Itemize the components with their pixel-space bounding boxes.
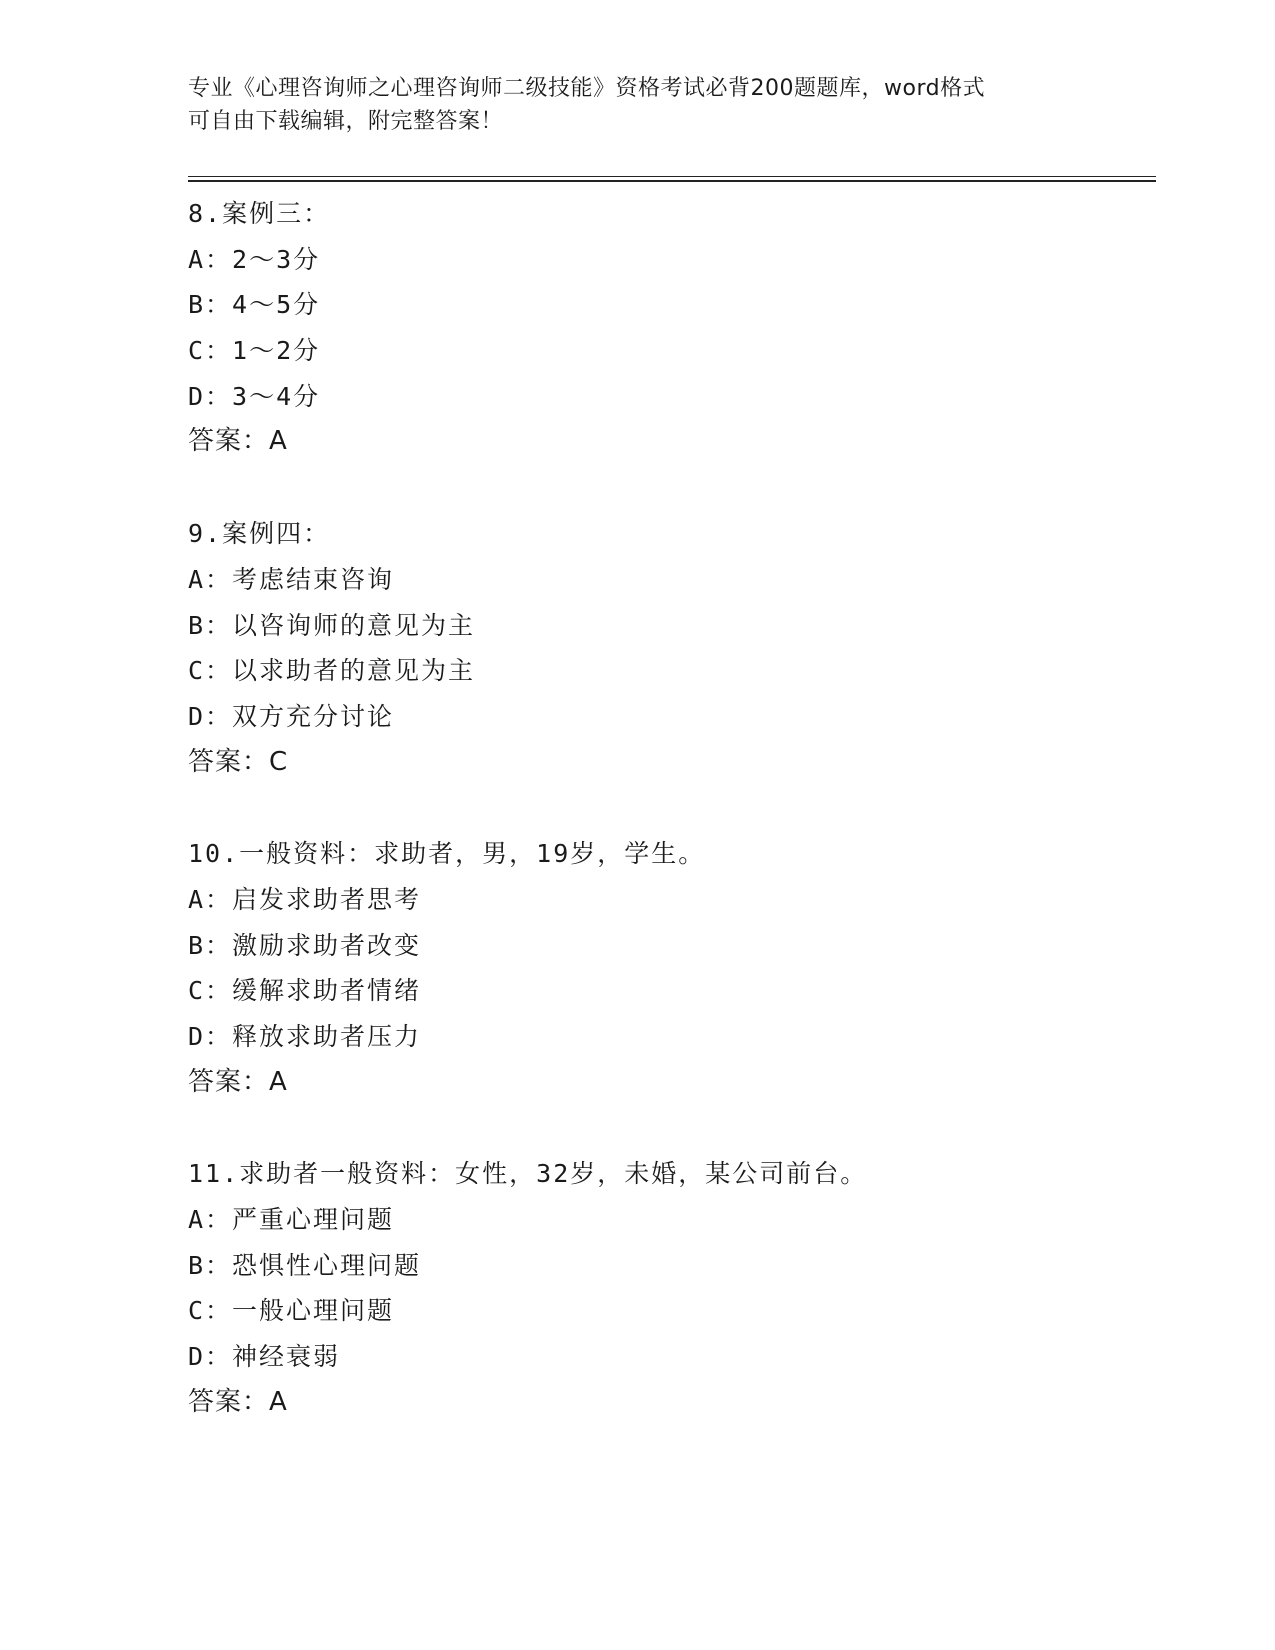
option-a: A：考虑结束咨询 — [188, 564, 395, 594]
option-d: D：释放求助者压力 — [188, 1022, 422, 1051]
question-item — [188, 511, 1156, 785]
question-stem: 11.求助者一般资料：女性，32岁，未婚，某公司前台。 — [188, 1159, 868, 1189]
option-c: C：1～2分 — [188, 336, 321, 366]
header-divider-thick — [188, 180, 1156, 182]
header-divider-thin — [188, 176, 1156, 177]
header-line-1: 专业《心理咨询师之心理咨询师二级技能》资格考试必背200题题库，word格式 — [188, 76, 986, 101]
option-b: B：以咨询师的意见为主 — [188, 610, 476, 640]
question-item — [188, 191, 1156, 465]
answer-label: 答案：A — [188, 1066, 288, 1097]
question-item — [188, 831, 1156, 1105]
option-a: A：启发求助者思考 — [188, 884, 422, 914]
option-a: A：严重心理问题 — [188, 1205, 395, 1235]
option-a: A：2～3分 — [188, 244, 321, 274]
question-stem: 8.案例三： — [188, 199, 331, 228]
question-list — [188, 191, 1156, 1472]
option-d: D：3～4分 — [188, 381, 321, 411]
question-stem: 10.一般资料：求助者，男，19岁，学生。 — [188, 839, 706, 869]
answer-label: 答案：C — [188, 746, 289, 777]
option-d: D：神经衰弱 — [188, 1342, 341, 1372]
option-b: B：激励求助者改变 — [188, 930, 422, 960]
option-c: C：缓解求助者情绪 — [188, 976, 422, 1006]
document-header — [188, 72, 1088, 138]
question-stem: 9.案例四： — [188, 519, 331, 549]
option-b: B：4～5分 — [188, 290, 321, 320]
question-item — [188, 1151, 1156, 1425]
option-d: D：双方充分讨论 — [188, 701, 395, 731]
answer-label: 答案：A — [188, 426, 288, 457]
option-b: B：恐惧性心理问题 — [188, 1250, 422, 1280]
option-c: C：以求助者的意见为主 — [188, 656, 476, 686]
option-c: C：一般心理问题 — [188, 1296, 395, 1326]
answer-label: 答案：A — [188, 1386, 288, 1417]
header-line-2: 可自由下载编辑，附完整答案！ — [188, 109, 504, 134]
